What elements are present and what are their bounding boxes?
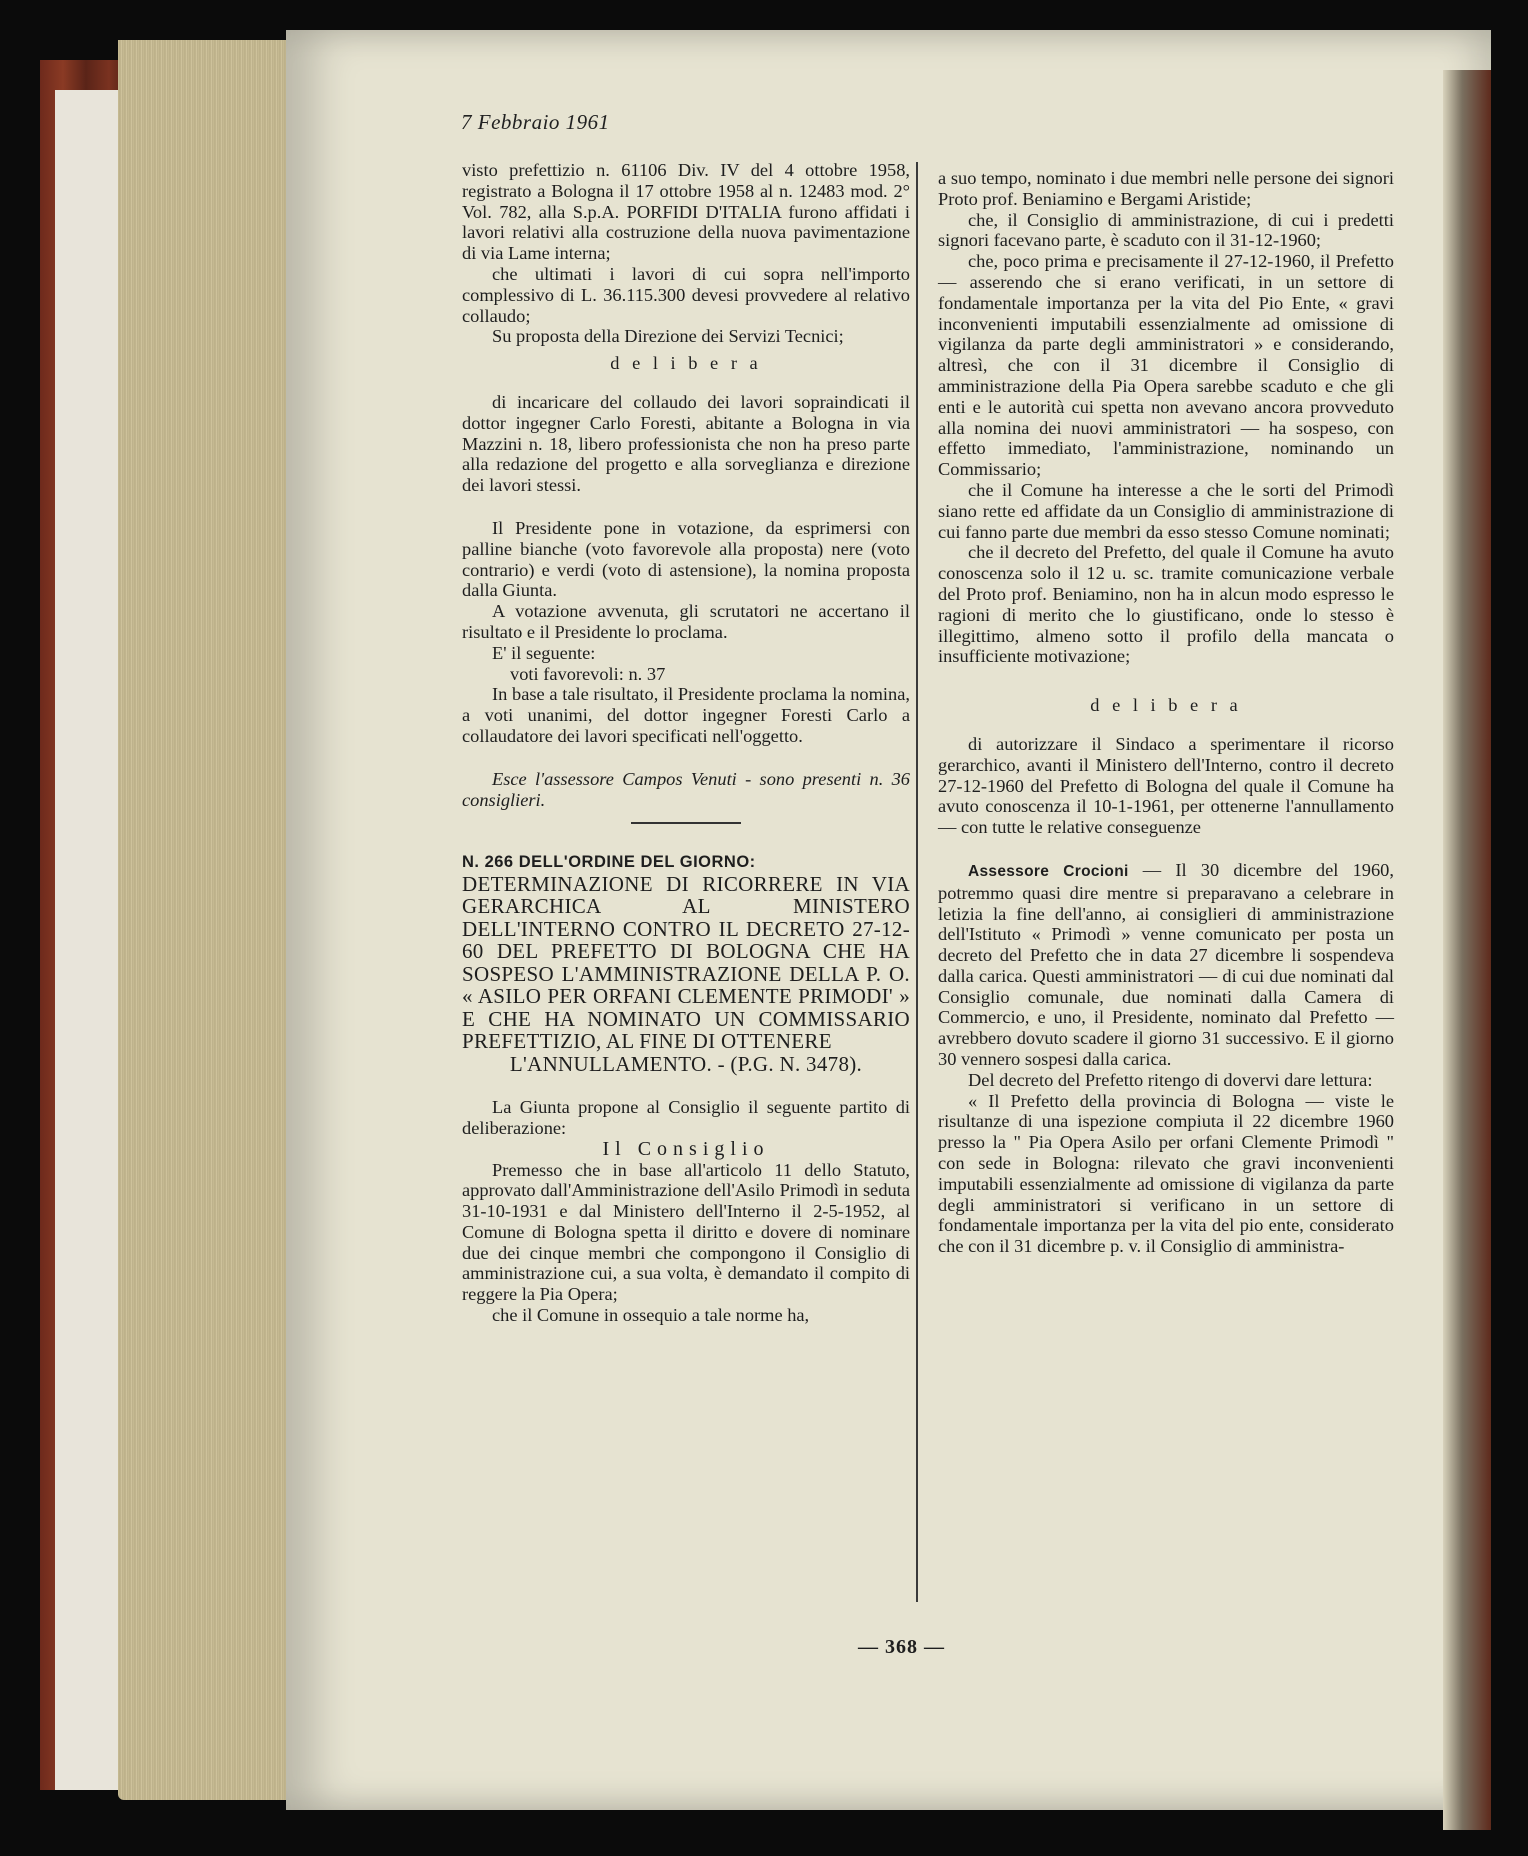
paragraph: che, poco prima e precisamente il 27-12-1960, il Prefetto — asserendo che si erano verificati, in un settore di fondamentale importanza per la vita del Pio Ente, « gravi inconvenienti imputabili essenzialmente ad omissione di vigilanza da parte degli amministratori » e considerando, altresì, che con il 31 dicembre il Consiglio di amministrazione della Pia Opera sarebbe scaduto e che gli enti e le autorità cui spetta non avevano ancora provveduto alla nomina dei nuovi amministratori — ha sospeso, con effetto immediato, l'amministrazione, nominando un Commissario; (938, 251, 1394, 480)
paragraph: E' il seguente: (492, 642, 596, 663)
delibera-heading: d e l i b e r a (1090, 695, 1242, 716)
paragraph: a suo tempo, nominato i due membri nelle persone dei signori Proto prof. Beniamino e Bergami Aristide; (938, 168, 1394, 209)
paragraph: che, il Consiglio di amministrazione, di cui i predetti signori facevano parte, è scaduto con il 31-12-1960; (938, 209, 1394, 251)
binding-paper-strip (55, 90, 125, 1790)
paragraph: Il Presidente pone in votazione, da esprimersi con palline bianche (voto favorevole alla proposta) nere (voto contrario) e verdi (voto di astensione), la nomina proposta dalla Giunta. (462, 517, 910, 601)
paragraph: Premesso che in base all'articolo 11 dello Statuto, approvato dall'Amministrazione dell'Asilo Primodì in seduta 31-10-1931 e dal Ministero dell'Interno il 2-5-1952, al Comune di Bologna spetta il diritto e dovere di nominare due dei cinque membri che compongono il Consiglio di amministrazione cui, a sua volta, è demandato il compito di reggere la Pia Opera; (462, 1159, 910, 1305)
paragraph: Su proposta della Direzione dei Servizi Tecnici; (492, 326, 844, 347)
agenda-item-title-text: DETERMINAZIONE DI RICORRERE IN VIA GERARCHICA AL MINISTERO DELL'INTERNO CONTRO IL DECRETO 27-12-60 DEL PREFETTO DI BOLOGNA CHE HA SOSPESO L'AMMINISTRAZIONE DELLA P. O. « ASILO PER ORFANI CLEMENTE PRIMODI' » E CHE HA NOMINATO UN COMMISSARIO PREFETTIZIO, AL FINE DI OTTENERE (462, 871, 910, 1054)
speech-text: — Il 30 dicembre del 1960, potremmo quasi dire mentre si preparavano a celebrare in letizia la fine dell'anno, ai consiglieri di amministrazione dell'Istituto « Primodì » venne comunicato per posta un decreto del Prefetto che in data 27 dicembre li sospendeva dalla carica. Questi amministratori — di cui due nominati dal Consiglio comunale, due nominati dalla Camera di Commercio, e uno, il Presidente, nominato dal Prefetto — avrebbero dovuto scadere il giorno 31 successivo. E il giorno 30 vennero sospesi dalla carica. (938, 859, 1394, 1070)
section-divider (631, 822, 741, 824)
speaker-name: Assessore Crocioni (968, 862, 1129, 880)
page-number: — 368 — (858, 1636, 945, 1658)
agenda-item-heading: N. 266 DELL'ORDINE DEL GIORNO: (462, 852, 756, 871)
paragraph: « Il Prefetto della provincia di Bologna — viste le risultanze di una ispezione compiuta il 22 dicembre 1960 presso la " Pia Opera Asilo per orfani Clemente Primodì " con sede in Bologna: rilevato che gravi inconvenienti imputabili essenzialmente ad omissione di vigilanza da parte degli amministratori si verificano in un settore di fondamentale importanza per la vita del pio ente, considerato che con il 31 dicembre p. v. il Consiglio di amministra- (938, 1090, 1394, 1257)
next-page-edge (1443, 70, 1491, 1830)
paragraph: che ultimati i lavori di cui sopra nell'importo complessivo di L. 36.115.300 devesi provvedere al relativo collaudo; (462, 263, 910, 326)
agenda-item-title (462, 873, 910, 1076)
agenda-item-title-last: L'ANNULLAMENTO. - (P.G. N. 3478). (509, 1051, 863, 1076)
paragraph: che il decreto del Prefetto, del quale il Comune ha avuto conoscenza solo il 12 u. sc. tramite comunicazione verbale del Proto prof. Beniamino, non ha in alcun modo espresso le ragioni di merito che lo giustificano, onde lo stesso è illegittimo, almeno sotto il profilo della mancata o insufficiente motivazione; (938, 542, 1394, 667)
paragraph: che il Comune in ossequio a tale norme ha, (492, 1305, 810, 1326)
paragraph: A votazione avvenuta, gli scrutatori ne accertano il risultato e il Presidente lo proclama. (462, 601, 910, 642)
consiglio-heading: Il Consiglio (602, 1137, 770, 1160)
paragraph: La Giunta propone al Consiglio il seguente partito di deliberazione: (462, 1097, 910, 1138)
delibera-heading: d e l i b e r a (610, 353, 762, 374)
left-column (462, 160, 910, 1326)
paragraph: In base a tale risultato, il Presidente proclama la nomina, a voti unanimi, del dottor ingegner Foresti Carlo a collaudatore dei lavori specificati nell'oggetto. (462, 684, 910, 746)
paragraph: visto prefettizio n. 61106 Div. IV del 4 ottobre 1958, registrato a Bologna il 17 ottobre 1958 al n. 12483 mod. 2° Vol. 782, alla S.p.A. PORFIDI D'ITALIA furono affidati i lavori relativi alla costruzione della nuova pavimentazione di via Lame interna; (462, 160, 910, 264)
column-divider (916, 162, 918, 1602)
paragraph: di incaricare del collaudo dei lavori sopraindicati il dottor ingegner Carlo Foresti, abitante a Bologna in via Mazzini n. 18, libero professionista che non ha preso parte alla redazione del progetto e alla sorveglianza e direzione dei lavori stessi. (462, 391, 910, 496)
page-stack-edge (118, 40, 298, 1800)
vote-result: voti favorevoli: n. 37 (510, 663, 666, 684)
right-column (938, 168, 1394, 1257)
running-head: 7 Febbraio 1961 (461, 110, 610, 134)
paragraph: Del decreto del Prefetto ritengo di dovervi dare lettura: (968, 1069, 1373, 1090)
speech-paragraph (938, 860, 1394, 1070)
paragraph: che il Comune ha interesse a che le sorti del Primodì siano rette ed affidate da un Consiglio di amministrazione di cui fanno parte due membri da esso stesso Comune nominati; (938, 479, 1394, 542)
paragraph: di autorizzare il Sindaco a sperimentare il ricorso gerarchico, avanti il Ministero dell'Interno, contro il decreto 27-12-1960 del Prefetto di Bologna del quale il Comune ha avuto conoscenza il 10-1-1961, per ottenerne l'annullamento — con tutte le relative conseguenze (938, 733, 1394, 838)
attendance-note: Esce l'assessore Campos Venuti - sono presenti n. 36 consiglieri. (462, 768, 910, 810)
